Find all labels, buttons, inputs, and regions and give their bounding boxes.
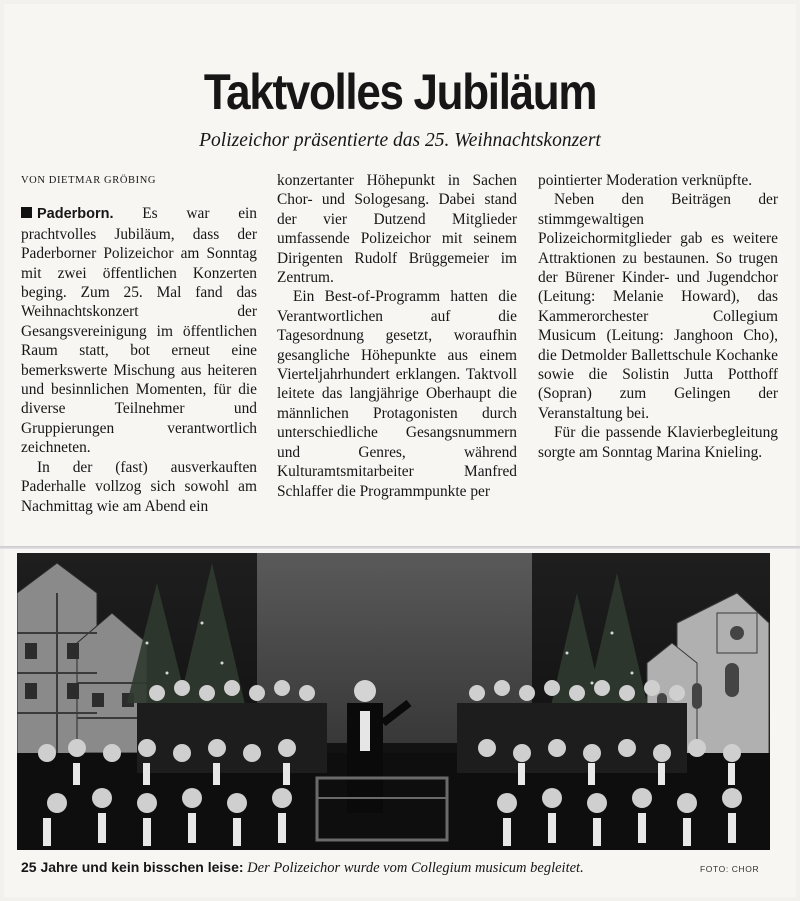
paragraph: Für die passende Klavierbegleitung sorgte am Sonntag Marina Knieling.	[538, 424, 778, 461]
fold-divider	[0, 546, 800, 549]
photo-caption	[21, 856, 781, 879]
photo-credit: FOTO: CHOR	[700, 864, 760, 874]
paragraph: pointierter Moderation verknüpfte.	[538, 172, 753, 189]
choir-photo	[17, 553, 770, 850]
paragraph: In der (fast) ausverkauften Paderhalle vollzog sich sowohl am Nachmittag wie am Abend ein	[21, 458, 257, 515]
square-bullet-icon	[21, 207, 32, 218]
article-column-1	[21, 171, 257, 516]
caption-lead: 25 Jahre und kein bisschen leise:	[21, 859, 244, 875]
paragraph: Ein Best-of-Programm hatten die Verantwortlichen auf die Tagesordnung gesetzt, woraufhin gesangliche Höhepunkte aus einem Vierteljahrhundert erklangen. Taktvoll leitete das langjährige Oberhaupt die männlichen Protagonisten durch unterschiedliche Gesangsnummern und Genres, während Kulturamtsmitarbeiter Manfred Schlaffer die Programmpunkte per	[277, 288, 517, 500]
paragraph: Neben den Beiträgen der stimmgewaltigen Polizeichormitglieder gab es weitere Attraktionen zu bestaunen. So trugen der Bürener Kinder- und Jugendchor (Leitung: Melanie Howard), das Kammerorchester Collegium Musicum (Leitung: Janghoon Cho), die Detmolder Ballettschule Kochanke sowie die Solistin Jutta Potthoff (Sopran) zum Gelingen der Veranstaltung bei.	[538, 191, 778, 422]
paragraph	[21, 204, 257, 457]
article-column-3	[538, 171, 778, 462]
caption-text: Der Polizeichor wurde vom Collegium musicum begleitet.	[247, 860, 584, 876]
paragraph: konzertanter Höhepunkt in Sachen Chor- und Sologesang. Dabei stand der vier Dutzend Mitglieder umfassende Polizeichor mit seinem Dirigenten Rudolf Brüggemeier im Zentrum.	[277, 172, 517, 287]
choir-photo-illustration	[17, 553, 770, 850]
paragraph-text: Es war ein prachtvolles Jubiläum, dass der Paderborner Polizeichor am Sonntag mit zwei öffentlichen Konzerten beging. Zum 25. Mal fand das Weihnachtskonzert der Gesangsvereinigung im öffentlichen Raum statt, bot erneut eine bemerkswerte Mischung aus heiteren und besinnlichen Momenten, für die diverse Teilnehmer und Gruppierungen verantwortlich zeichneten.	[21, 205, 257, 457]
subheadline: Polizeichor präsentierte das 25. Weihnachtskonzert	[199, 130, 601, 151]
headline: Taktvolles Jubiläum	[203, 64, 597, 120]
byline: VON DIETMAR GRÖBING	[21, 175, 157, 186]
article-column-2	[277, 171, 517, 501]
dateline: Paderborn.	[37, 206, 114, 223]
